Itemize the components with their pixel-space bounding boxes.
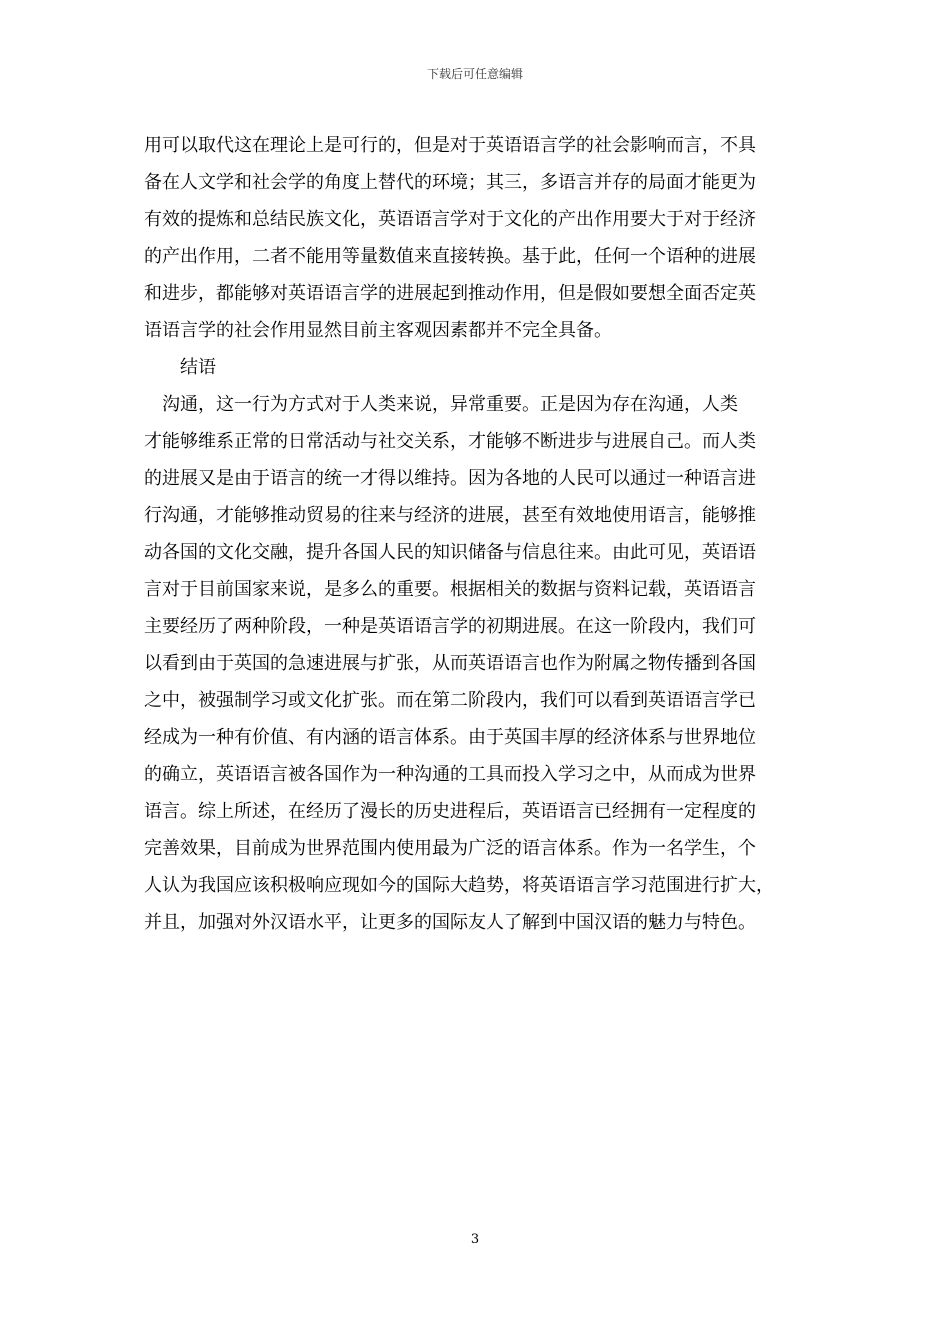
- paragraph-continued: [144, 127, 808, 349]
- text-line: 语语言学的社会作用显然目前主客观因素都并不完全具备。: [144, 320, 612, 341]
- text-line: 用可以取代这在理论上是可行的，但是对于英语语言学的社会影响而言，不具: [144, 135, 756, 156]
- paragraph-conclusion: [144, 386, 808, 941]
- section-heading: 结语: [180, 357, 216, 378]
- text-line: 的进展又是由于语言的统一才得以维持。因为各地的人民可以通过一种语言进: [144, 468, 756, 489]
- text-line: 语言。综上所述，在经历了漫长的历史进程后，英语语言已经拥有一定程度的: [144, 801, 756, 822]
- text-line: 以看到由于英国的急速进展与扩张，从而英语语言也作为附属之物传播到各国: [144, 653, 756, 674]
- text-line: 有效的提炼和总结民族文化，英语语言学对于文化的产出作用要大于对于经济: [144, 209, 756, 230]
- text-line: 经成为一种有价值、有内涵的语言体系。由于英国丰厚的经济体系与世界地位: [144, 727, 756, 748]
- text-line: 备在人文学和社会学的角度上替代的环境；其三，多语言并存的局面才能更为: [144, 172, 756, 193]
- text-line: 才能够维系正常的日常活动与社交关系，才能够不断进步与进展自己。而人类: [144, 431, 756, 452]
- text-line: 的产出作用，二者不能用等量数值来直接转换。基于此，任何一个语种的进展: [144, 246, 756, 267]
- text-line: 行沟通，才能够推动贸易的往来与经济的进展，甚至有效地使用语言，能够推: [144, 505, 756, 526]
- text-line: 之中，被强制学习或文化扩张。而在第二阶段内，我们可以看到英语语言学已: [144, 690, 756, 711]
- text-line: 的确立，英语语言被各国作为一种沟通的工具而投入学习之中，从而成为世界: [144, 764, 756, 785]
- text-line: 和进步，都能够对英语语言学的进展起到推动作用，但是假如要想全面否定英: [144, 283, 756, 304]
- text-line: 完善效果，目前成为世界范围内使用最为广泛的语言体系。作为一名学生，个: [144, 838, 756, 859]
- text-line: 主要经历了两种阶段，一种是英语语言学的初期进展。在这一阶段内，我们可: [144, 616, 756, 637]
- text-line: 动各国的文化交融，提升各国人民的知识储备与信息往来。由此可见，英语语: [144, 542, 756, 563]
- text-line: 并且，加强对外汉语水平，让更多的国际友人了解到中国汉语的魅力与特色。: [144, 912, 756, 933]
- document-body: [144, 127, 808, 941]
- text-line: 人认为我国应该积极响应现如今的国际大趋势，将英语语言学习范围进行扩大，: [144, 875, 774, 896]
- text-line: 沟通，这一行为方式对于人类来说，异常重要。正是因为存在沟通，人类: [144, 394, 738, 415]
- text-line: 言对于目前国家来说，是多么的重要。根据相关的数据与资料记载，英语语言: [144, 579, 756, 600]
- page-header: 下载后可任意编辑: [426, 67, 523, 81]
- page-number: 3: [470, 1232, 480, 1247]
